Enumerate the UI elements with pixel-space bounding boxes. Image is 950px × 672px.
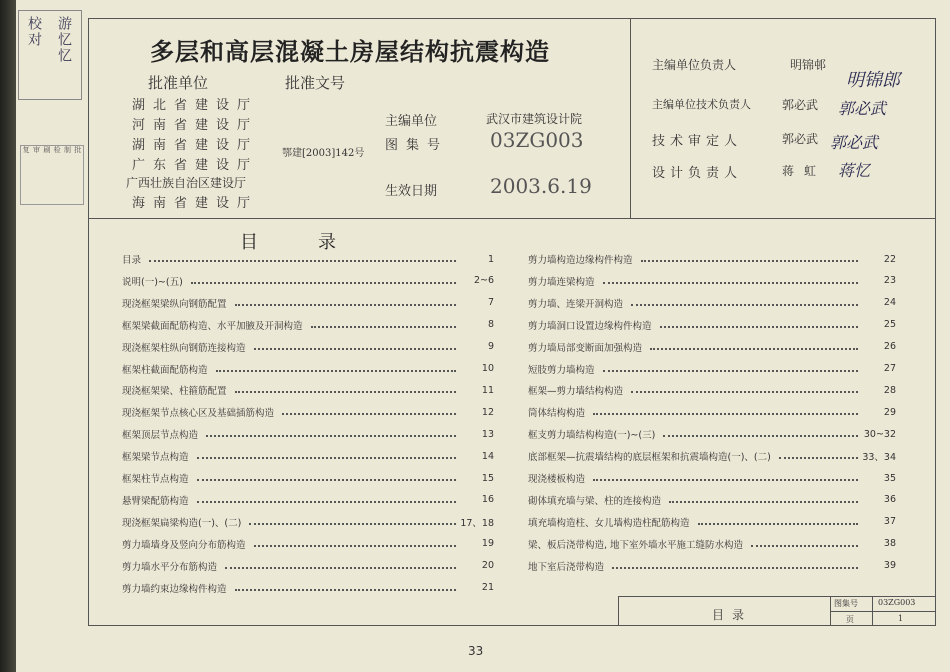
- toc-entry-label: 现浇框架梁纵向钢筋配置: [122, 298, 227, 310]
- toc-entry-label: 砌体填充墙与梁、柱的连接构造: [528, 495, 662, 507]
- toc-entry-page: 1: [487, 253, 494, 265]
- toc-entry-page: 11: [481, 384, 494, 396]
- toc-row: [122, 248, 494, 270]
- footer-divider: [618, 596, 619, 626]
- toc-entry-label: 框架梁节点构造: [122, 452, 189, 464]
- toc-entry-label: 现浇框架扁梁构造(一)、(二): [122, 517, 242, 529]
- toc-leader-dots: [254, 348, 456, 350]
- responsible-signature: 郭必武: [838, 99, 887, 118]
- toc-leader-dots: [603, 282, 858, 284]
- book-page-number: 33: [468, 644, 484, 658]
- toc-entry-label: 底部框架—抗震墙结构的底层框架和抗震墙构造(一)、(二): [528, 452, 771, 464]
- toc-row: [122, 555, 494, 577]
- toc-entry-label: 现浇框架梁、柱箍筋配置: [122, 386, 227, 398]
- side-stamp-text: 刷: [42, 146, 51, 153]
- footer-atlas-label: 图集号: [834, 599, 858, 608]
- toc-row: [122, 358, 494, 380]
- toc-entry-label: 悬臂梁配筋构造: [122, 495, 189, 507]
- toc-entry-label: 剪力墙、连梁开洞构造: [528, 298, 624, 310]
- toc-entry-label: 框架柱节点构造: [122, 474, 189, 485]
- margin-signature-2: 游忆忆: [56, 16, 72, 64]
- toc-leader-dots: [197, 501, 456, 503]
- toc-entry-label: 剪力墙构造边缘构件构造: [528, 255, 633, 266]
- toc-entry-page: 30~32: [863, 428, 896, 440]
- toc-row: [528, 467, 896, 489]
- approval-doc-label: 批准文号: [285, 74, 346, 92]
- toc-leader-dots: [235, 391, 456, 393]
- footer-rule: [618, 596, 936, 597]
- page-title: 多层和高层混凝土房屋结构抗震构造: [150, 38, 550, 66]
- responsible-name: 明锦邨: [790, 58, 827, 72]
- toc-leader-dots: [254, 545, 456, 547]
- footer-divider: [872, 596, 873, 626]
- approval-unit: 广东省建设厅: [132, 158, 259, 173]
- toc-entry-label: 剪力墙约束边缘构件构造: [122, 583, 227, 595]
- side-stamp-text: 制: [63, 146, 72, 153]
- toc-entry-page: 29: [883, 406, 896, 418]
- toc-entry-page: 13: [481, 428, 494, 440]
- header-divider: [630, 18, 631, 218]
- toc-entry-label: 框架—剪力墙结构构造: [528, 386, 624, 398]
- toc-row: [528, 314, 896, 336]
- toc-leader-dots: [593, 479, 858, 481]
- side-stamp-text: 批: [73, 146, 82, 153]
- toc-leader-dots: [631, 391, 858, 393]
- toc-entry-page: 37: [883, 516, 896, 528]
- toc-row: [528, 489, 896, 511]
- toc-row: [528, 292, 896, 314]
- toc-row: [122, 423, 494, 445]
- responsible-name: 郭必武: [782, 132, 819, 146]
- atlas-number-label: 图集号: [385, 138, 449, 153]
- toc-entry-page: 25: [883, 319, 896, 331]
- toc-leader-dots: [197, 457, 456, 459]
- toc-row: [528, 336, 896, 358]
- approval-unit: 湖北省建设厅: [132, 98, 259, 113]
- approval-unit-label: 批准单位: [148, 74, 209, 92]
- toc-row: [122, 292, 494, 314]
- toc-entry-page: 23: [883, 275, 896, 287]
- toc-entry-label: 现浇楼板构造: [528, 474, 586, 485]
- toc-row: [528, 555, 896, 577]
- toc-entry-page: 16: [481, 494, 494, 506]
- toc-entry-page: 24: [883, 297, 896, 309]
- effective-date-label: 生效日期: [385, 184, 438, 199]
- toc-entry-label: 现浇框架柱纵向钢筋连接构造: [122, 342, 246, 354]
- responsible-role: 设计负责人: [652, 166, 743, 181]
- approval-unit: 广西壮族自治区建设厅: [126, 176, 247, 190]
- toc-row: [122, 489, 494, 511]
- footer-rule: [830, 611, 936, 612]
- approval-unit: 海南省建设厅: [132, 196, 259, 211]
- toc-row: [528, 358, 896, 380]
- toc-entry-page: 19: [481, 538, 494, 550]
- side-stamp-text: 检: [53, 146, 62, 153]
- toc-entry-page: 2~6: [473, 275, 494, 287]
- toc-row: [528, 445, 896, 467]
- toc-row: [528, 248, 896, 270]
- toc-entry-label: 短肢剪力墙构造: [528, 364, 595, 376]
- toc-entry-label: 梁、板后浇带构造, 地下室外墙水平施工缝防水构造: [528, 539, 744, 551]
- toc-row: [122, 445, 494, 467]
- toc-row: [122, 379, 494, 401]
- toc-entry-page: 28: [883, 384, 896, 396]
- toc-row: [528, 379, 896, 401]
- effective-date: 2003.6.19: [490, 174, 592, 198]
- responsible-name: 蒋虹: [782, 164, 827, 178]
- toc-leader-dots: [282, 413, 456, 415]
- toc-row: [122, 314, 494, 336]
- toc-row: [122, 336, 494, 358]
- side-stamp-grid: [20, 145, 84, 205]
- toc-leader-dots: [751, 545, 858, 547]
- toc-entry-page: 36: [883, 494, 896, 506]
- toc-leader-dots: [216, 370, 456, 372]
- toc-leader-dots: [660, 326, 858, 328]
- toc-entry-label: 地下室后浇带构造: [528, 561, 605, 573]
- approval-doc-number: 鄂建[2003]142号: [282, 148, 365, 159]
- toc-leader-dots: [779, 457, 858, 459]
- toc-row: [528, 423, 896, 445]
- toc-row: [122, 401, 494, 423]
- responsible-signature: 蒋忆: [838, 161, 871, 180]
- toc-entry-label: 剪力墙水平分布筋构造: [122, 561, 218, 573]
- toc-leader-dots: [698, 523, 858, 525]
- footer-atlas-number: 03ZG003: [878, 598, 916, 607]
- toc-title: 目录: [240, 232, 396, 253]
- toc-row: [122, 533, 494, 555]
- toc-row: [528, 533, 896, 555]
- toc-entry-page: 14: [481, 450, 494, 462]
- toc-entry-label: 框架顶层节点构造: [122, 430, 199, 442]
- toc-leader-dots: [612, 567, 858, 569]
- toc-entry-page: 20: [481, 560, 494, 572]
- toc-row: [122, 577, 494, 599]
- toc-entry-label: 剪力墙洞口设置边缘构件构造: [528, 320, 652, 332]
- toc-leader-dots: [641, 260, 858, 262]
- toc-entry-label: 剪力墙局部变断面加强构造: [528, 342, 643, 354]
- toc-entry-label: 剪力墙连梁构造: [528, 276, 595, 288]
- approval-unit: 湖南省建设厅: [132, 138, 259, 153]
- toc-entry-label: 填充墙构造柱、女儿墙构造柱配筋构造: [528, 517, 690, 529]
- toc-row: [122, 270, 494, 292]
- toc-entry-label: 框架梁截面配筋构造、水平加腋及开洞构造: [122, 320, 303, 332]
- toc-entry-page: 15: [481, 472, 494, 484]
- toc-entry-label: 框架柱截面配筋构造: [122, 364, 208, 376]
- side-stamp-text: 审: [32, 146, 41, 153]
- toc-entry-label: 剪力墙墙身及竖向分布筋构造: [122, 539, 246, 551]
- book-binding: [0, 0, 16, 672]
- toc-leader-dots: [149, 260, 456, 262]
- toc-leader-dots: [669, 501, 858, 503]
- toc-row: [528, 511, 896, 533]
- toc-leader-dots: [225, 567, 456, 569]
- responsible-role: 主编单位技术负责人: [652, 98, 751, 111]
- responsible-name: 郭必武: [782, 98, 819, 112]
- toc-entry-page: 35: [883, 472, 896, 484]
- responsible-role: 主编单位负责人: [652, 58, 737, 72]
- toc-entry-page: 33、34: [862, 452, 896, 464]
- responsible-signature: 明锦郎: [846, 70, 900, 91]
- toc-leader-dots: [593, 413, 858, 415]
- footer-page: 1: [898, 614, 904, 623]
- toc-entry-page: 26: [883, 341, 896, 353]
- toc-entry-page: 12: [481, 406, 494, 418]
- toc-leader-dots: [206, 435, 456, 437]
- toc-entry-label: 说明(一)~(五): [122, 276, 183, 288]
- toc-row: [528, 270, 896, 292]
- toc-leader-dots: [249, 523, 456, 525]
- toc-entry-page: 22: [883, 253, 896, 265]
- side-stamp-text: 复: [22, 146, 31, 153]
- toc-leader-dots: [235, 589, 456, 591]
- toc-row: [528, 401, 896, 423]
- toc-entry-page: 7: [487, 297, 494, 309]
- toc-leader-dots: [311, 326, 456, 328]
- toc-entry-page: 27: [883, 363, 896, 374]
- footer-label: 目录: [712, 608, 753, 622]
- toc-entry-page: 8: [487, 319, 494, 331]
- toc-leader-dots: [631, 304, 858, 306]
- toc-entry-page: 17、18: [460, 517, 494, 529]
- responsible-role: 技术审定人: [652, 134, 743, 149]
- atlas-number: 03ZG003: [490, 128, 584, 152]
- toc-leader-dots: [650, 348, 858, 350]
- toc-entry-label: 现浇框架节点核心区及基础插筋构造: [122, 408, 275, 420]
- toc-leader-dots: [663, 435, 858, 437]
- toc-entry-label: 筒体结构构造: [528, 408, 586, 420]
- toc-leader-dots: [197, 479, 456, 481]
- toc-leader-dots: [603, 370, 858, 372]
- toc-entry-page: 39: [883, 560, 896, 572]
- toc-entry-page: 21: [481, 582, 494, 593]
- toc-entry-label: 目录: [122, 255, 142, 266]
- toc-entry-page: 9: [487, 341, 494, 353]
- toc-row: [122, 467, 494, 489]
- editor-unit-label: 主编单位: [385, 114, 438, 129]
- margin-signature-1: 校对: [26, 16, 42, 48]
- toc-entry-page: 10: [481, 363, 494, 374]
- responsible-signature: 郭必武: [830, 133, 879, 152]
- toc-entry-label: 框支剪力墙结构构造(一)~(三): [528, 430, 656, 442]
- toc-entry-page: 38: [883, 538, 896, 550]
- toc-leader-dots: [235, 304, 456, 306]
- header-bottom-rule: [88, 218, 936, 219]
- toc-leader-dots: [191, 282, 456, 284]
- editor-unit: 武汉市建筑设计院: [486, 112, 583, 126]
- toc-row: [122, 511, 494, 533]
- approval-unit: 河南省建设厅: [132, 118, 259, 133]
- footer-page-label: 页: [846, 615, 854, 624]
